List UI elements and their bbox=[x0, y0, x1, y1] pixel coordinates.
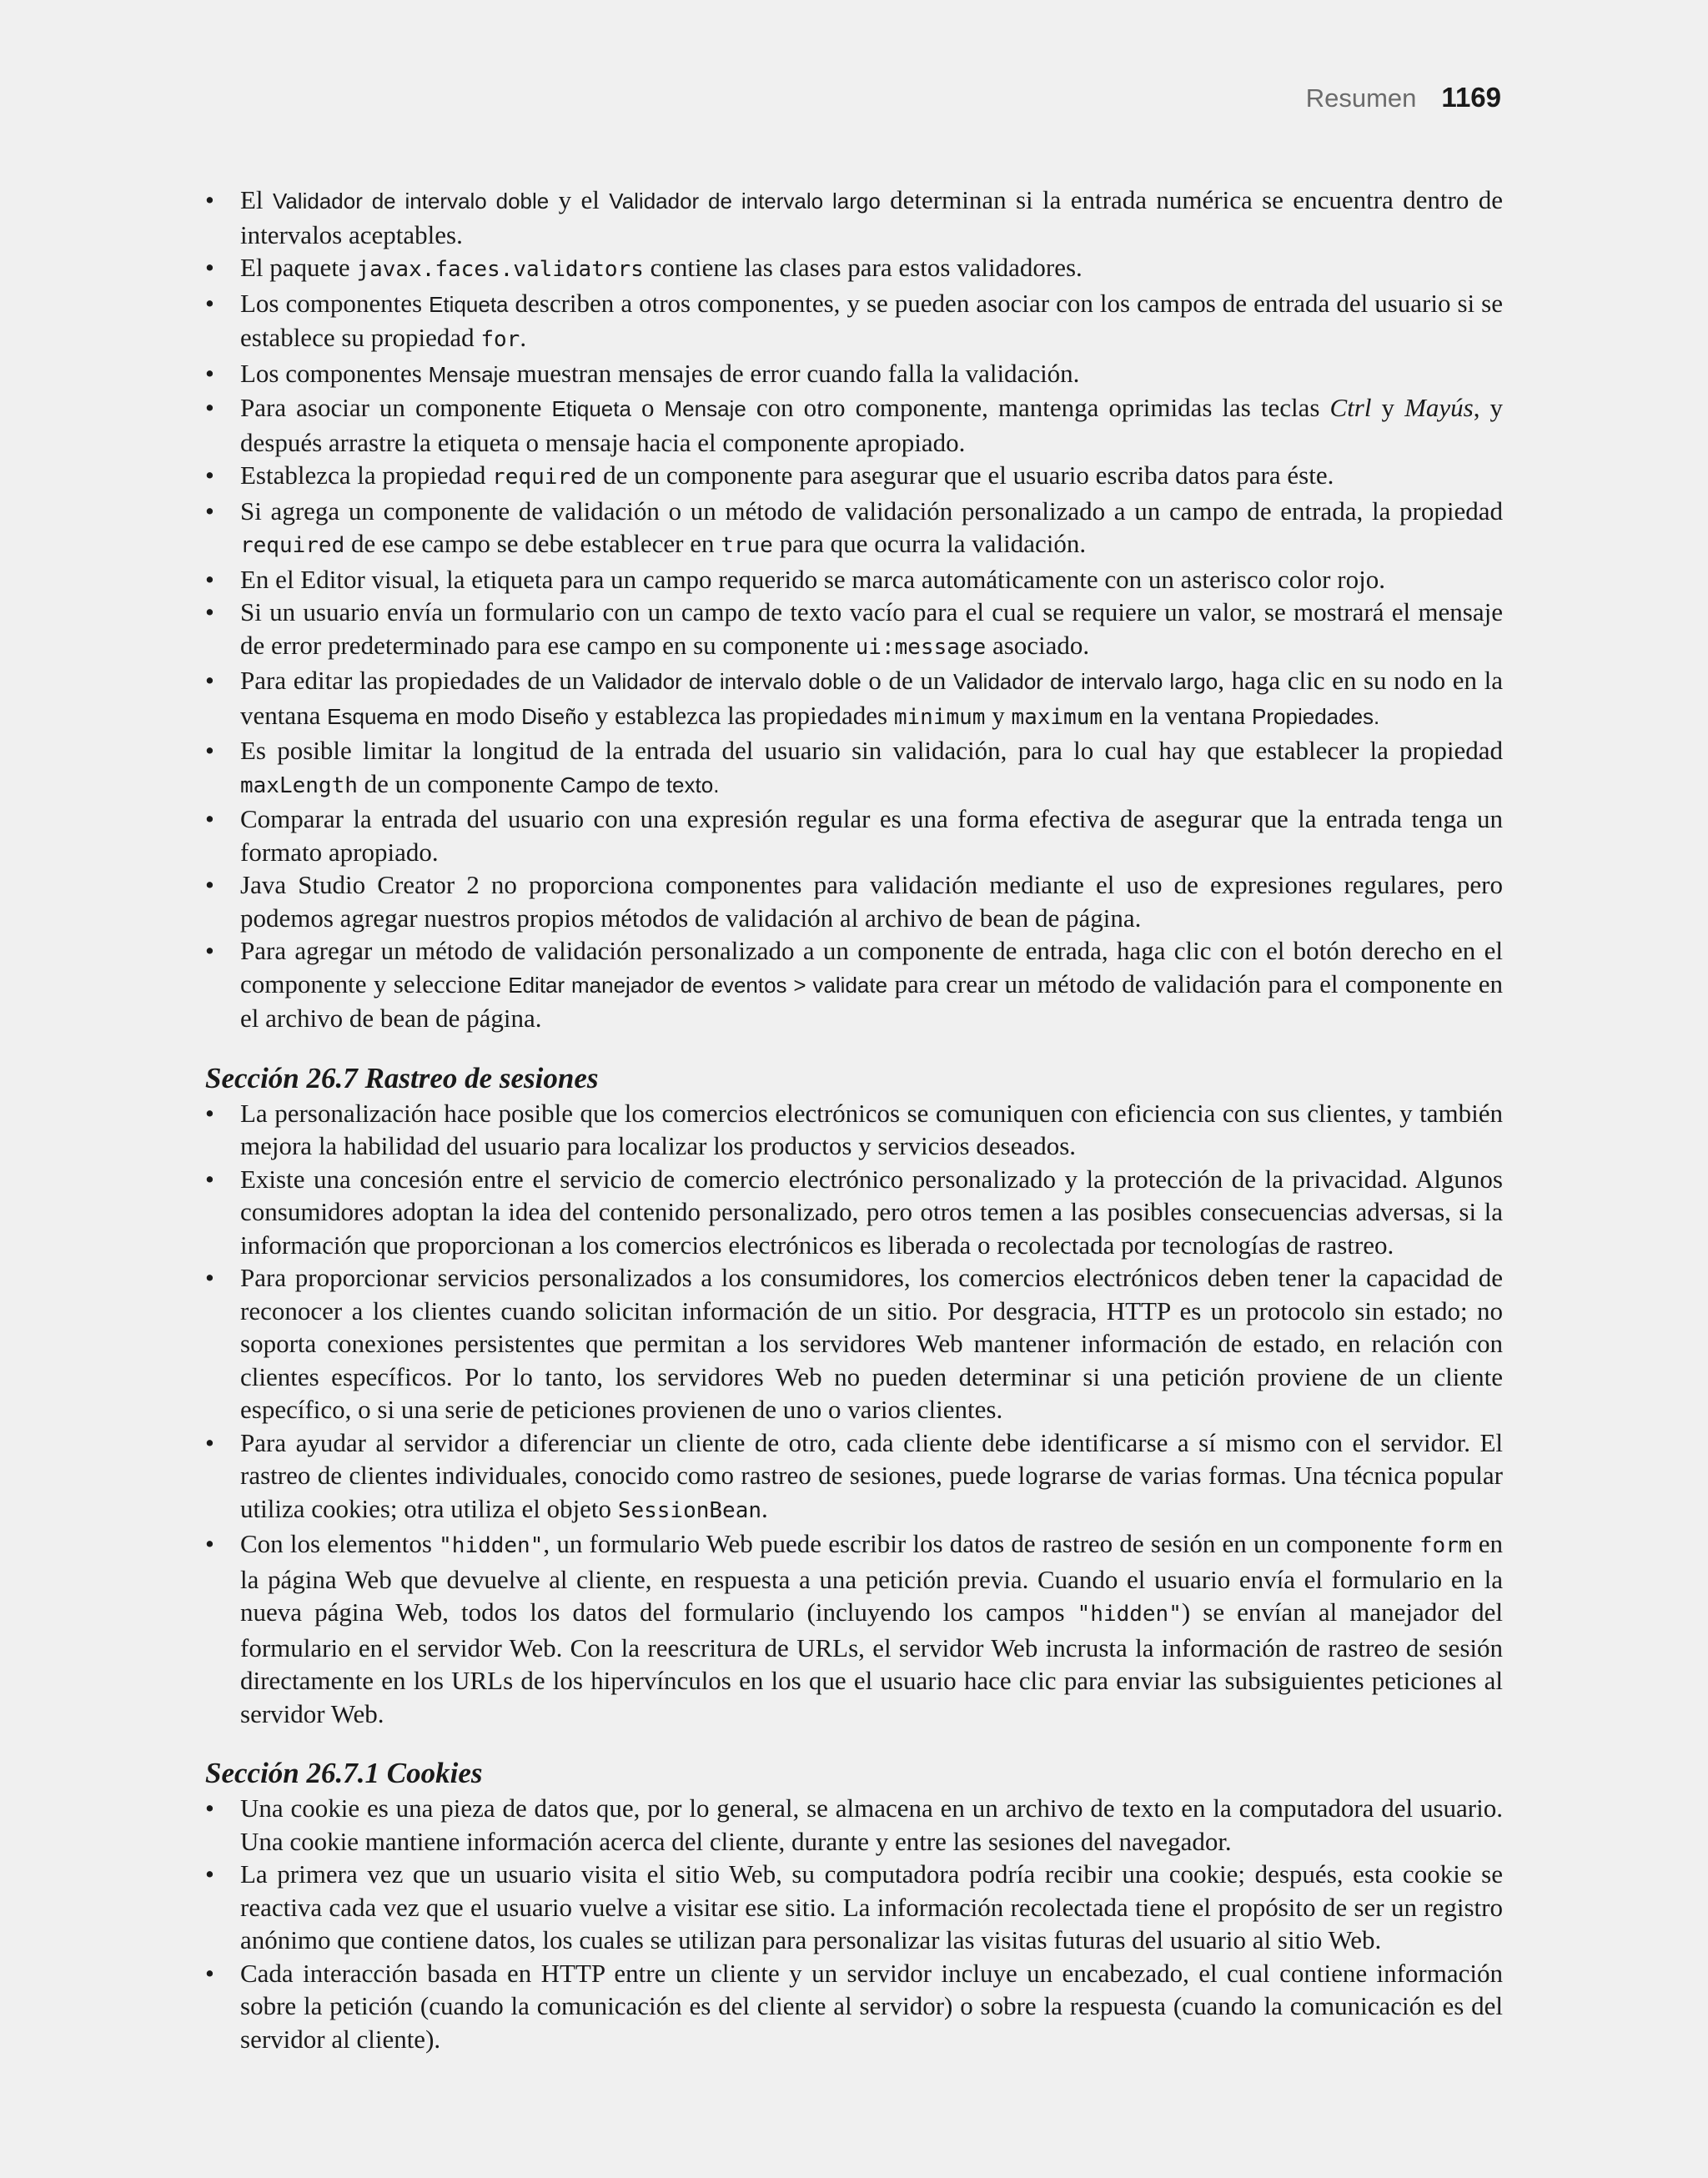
bullet-item bbox=[205, 802, 1503, 868]
bullet-item bbox=[205, 596, 1503, 664]
bullet-text: y bbox=[1371, 393, 1405, 422]
bullet-text: describen a otros componentes, y se pueden asociar con los campos de entrada del usuario si se establece su propiedad bbox=[240, 288, 1503, 352]
bullet-item bbox=[205, 734, 1503, 802]
code-term: "hidden" bbox=[439, 1533, 544, 1558]
bullet-text: determinan si la entrada numérica se encuentra dentro de intervalos aceptables. bbox=[240, 185, 1504, 249]
code-term: javax.faces.validators bbox=[356, 257, 644, 282]
bullet-text: , y después arrastre la etiqueta o mensaje hacia el componente apropiado. bbox=[240, 393, 1504, 457]
bullet-text: o de un bbox=[861, 666, 954, 695]
bullet-text: . bbox=[761, 1493, 768, 1523]
bullet-item bbox=[205, 495, 1503, 563]
code-term: true bbox=[721, 533, 773, 558]
bullet-item bbox=[205, 391, 1503, 459]
bullet-text: Ctrl bbox=[1329, 393, 1372, 422]
bullet-text: y bbox=[985, 700, 1012, 730]
bullet-item bbox=[205, 868, 1503, 934]
bullet-text: Para asociar un componente bbox=[240, 393, 552, 422]
bullet-text: Una cookie es una pieza de datos que, por lo general, se almacena en un archivo de texto en la computadora del usuario. Una cookie mantiene información acerca del cliente, durante y entre las sesiones del navegador. bbox=[240, 1793, 1503, 1856]
bullet-item bbox=[205, 1163, 1503, 1262]
bullet-text: de un componente bbox=[357, 768, 560, 798]
bullet-text: Para proporcionar servicios personalizados a los consumidores, los comercios electrónicos deben tener la capacidad de reconocer a los clientes cuando solicitan información de un sitio. Por desgracia, HTTP es un protocolo sin estado; no soporta conexiones persistentes que permitan a los servidores Web mantener información de estado, en relación con clientes específicos. Por lo tanto, los servidores Web no pueden determinar si una petición proviene de un cliente específico, o si una serie de peticiones provienen de uno o varios clientes. bbox=[240, 1263, 1503, 1424]
ui-term: Diseño bbox=[521, 703, 590, 729]
page-header bbox=[1306, 82, 1501, 113]
ui-term: Validador de intervalo doble bbox=[272, 189, 550, 214]
bullet-item bbox=[205, 664, 1503, 734]
code-term: required bbox=[492, 465, 597, 490]
code-term: "hidden" bbox=[1077, 1602, 1182, 1627]
ui-term: Validador de intervalo largo bbox=[609, 189, 881, 214]
bullet-text: contiene las clases para estos validadores. bbox=[643, 253, 1083, 282]
code-term: required bbox=[240, 533, 345, 558]
bullet-text: y el bbox=[549, 185, 610, 214]
bullet-text: en la ventana bbox=[1103, 700, 1253, 730]
bullet-text: El paquete bbox=[240, 253, 357, 282]
bullet-text: Para editar las propiedades de un bbox=[240, 666, 592, 695]
bullet-text: Con los elementos bbox=[240, 1529, 440, 1558]
bullet-text: muestran mensajes de error cuando falla la validación. bbox=[510, 358, 1080, 388]
bullet-text: de un componente para asegurar que el usuario escriba datos para éste. bbox=[596, 460, 1334, 490]
running-title: Resumen bbox=[1305, 83, 1417, 113]
bullet-text: Cada interacción basada en HTTP entre un cliente y un servidor incluye un encabezado, el cual contiene información sobre la petición (cuando la comunicación es del cliente al servidor) o sobre la respuesta (cuando la comunicación es del servidor al cliente). bbox=[240, 1958, 1503, 2054]
section-26-7-bullet-list bbox=[205, 1097, 1503, 1731]
bullet-text: El bbox=[240, 185, 273, 214]
bullet-text: Es posible limitar la longitud de la entrada del usuario sin validación, para lo cual hay que establecer la propiedad bbox=[240, 736, 1503, 765]
bullet-text: La personalización hace posible que los comercios electrónicos se comuniquen con eficiencia con sus clientes, y también mejora la habilidad del usuario para localizar los productos y servicios deseados. bbox=[240, 1098, 1503, 1160]
bullet-text: La primera vez que un usuario visita el sitio Web, su computadora podría recibir una cookie; después, esta cookie se reactiva cada vez que el usuario vuelve a visitar ese sitio. La información recolectada tiene el propósito de ser un registro anónimo que contiene datos, los cuales se utilizan para personalizar las visitas futuras del usuario al sitio Web. bbox=[240, 1859, 1503, 1954]
bullet-item bbox=[205, 1426, 1503, 1528]
section-26-7-1-bullet-list bbox=[205, 1792, 1503, 2055]
bullet-item bbox=[205, 1261, 1503, 1426]
code-term: maxLength bbox=[240, 772, 358, 798]
bullet-text: Existe una concesión entre el servicio de comercio electrónico personalizado y la protección de la privacidad. Algunos consumidores adoptan la idea del contenido personalizado, pero otros temen a las posibles consecuencias adversas, si la información que proporcionan a los comercios electrónicos es liberada o recolectada por tecnologías de rastreo. bbox=[240, 1164, 1503, 1260]
bullet-item bbox=[205, 563, 1503, 596]
bullet-text: Si agrega un componente de validación o un método de validación personalizado a un campo de entrada, la propiedad bbox=[240, 495, 1503, 526]
bullet-text: para que ocurra la validación. bbox=[772, 529, 1087, 558]
bullet-text: en modo bbox=[418, 700, 522, 730]
bullet-text: Los componentes bbox=[240, 288, 430, 318]
bullet-item bbox=[205, 287, 1503, 357]
bullet-text: Establezca la propiedad bbox=[240, 460, 493, 490]
bullet-text: asociado. bbox=[986, 630, 1090, 660]
code-term: form bbox=[1419, 1533, 1472, 1558]
ui-term: Propiedades. bbox=[1252, 703, 1380, 729]
bullet-text: , haga clic en su nodo en la ventana bbox=[240, 666, 1504, 730]
page-content bbox=[205, 184, 1503, 2055]
bullet-item bbox=[205, 251, 1503, 287]
page-number: 1169 bbox=[1441, 82, 1501, 113]
bullet-text: de ese campo se debe establecer en bbox=[344, 529, 721, 558]
bullet-item bbox=[205, 357, 1503, 392]
bullet-item bbox=[205, 1527, 1503, 1730]
bullet-text: Comparar la entrada del usuario con una expresión regular es una forma efectiva de asegurar que la entrada tenga un formato apropiado. bbox=[240, 804, 1503, 867]
ui-term: Validador de intervalo doble bbox=[591, 669, 862, 694]
ui-term: Validador de intervalo largo bbox=[953, 669, 1218, 694]
bullet-text: ) se envían al manejador del formulario en el servidor Web. Con la reescritura de URLs, el servidor Web incrusta la información de rastreo de sesión directamente en los URLs de los hipervínculos en los que el usuario hace clic para enviar las subsiguientes peticiones al servidor Web. bbox=[240, 1597, 1503, 1728]
bullet-text: , un formulario Web puede escribir los datos de rastreo de sesión en un componente bbox=[543, 1529, 1419, 1558]
bullet-item bbox=[205, 184, 1503, 251]
bullet-item bbox=[205, 934, 1503, 1035]
code-term: SessionBean bbox=[617, 1497, 761, 1523]
bullet-text: o bbox=[630, 393, 665, 422]
intro-bullet-list bbox=[205, 184, 1503, 1035]
bullet-text: Si un usuario envía un formulario con un campo de texto vacío para el cual se requiere un valor, se mostrará el mensaje de error predeterminado para ese campo en su componente bbox=[240, 597, 1503, 660]
code-term: maximum bbox=[1011, 704, 1103, 730]
bullet-item bbox=[205, 1957, 1503, 2056]
bullet-text: con otro componente, mantenga oprimidas las teclas bbox=[746, 393, 1330, 422]
bullet-text: Los componentes bbox=[240, 358, 429, 388]
section-heading-26-7: Sección 26.7 Rastreo de sesiones bbox=[205, 1061, 599, 1094]
bullet-item bbox=[205, 1858, 1503, 1957]
bullet-text: Java Studio Creator 2 no proporciona componentes para validación mediante el uso de expresiones regulares, pero podemos agregar nuestros propios métodos de validación al archivo de bean de página. bbox=[240, 870, 1503, 933]
bullet-text: . bbox=[520, 323, 527, 352]
bullet-text: Mayús bbox=[1404, 393, 1474, 422]
ui-term: Mensaje bbox=[664, 396, 746, 421]
bullet-text: y establezca las propiedades bbox=[589, 700, 894, 730]
section-heading-26-7-1: Sección 26.7.1 Cookies bbox=[205, 1757, 483, 1789]
bullet-text: Para agregar un método de validación personalizado a un componente de entrada, haga clic con el botón derecho en el componente y seleccione bbox=[240, 936, 1503, 998]
bullet-text: En el Editor visual, la etiqueta para un campo requerido se marca automáticamente con un asterisco color rojo. bbox=[240, 564, 1385, 594]
code-term: minimum bbox=[893, 704, 986, 730]
code-term: ui:message bbox=[855, 634, 987, 660]
bullet-item bbox=[205, 1097, 1503, 1163]
bullet-text: Para ayudar al servidor a diferenciar un cliente de otro, cada cliente debe identificarse a sí mismo con el servidor. El rastreo de clientes individuales, conocido como rastreo de sesiones, puede lograrse de varias formas. Una técnica popular utiliza cookies; otra utiliza el objeto bbox=[240, 1427, 1503, 1523]
bullet-item bbox=[205, 1792, 1503, 1858]
ui-term: Campo de texto. bbox=[560, 772, 720, 797]
ui-term: Editar manejador de eventos > validate bbox=[508, 972, 888, 998]
code-term: for bbox=[480, 327, 520, 352]
bullet-item bbox=[205, 459, 1503, 495]
ui-term: Mensaje bbox=[428, 361, 510, 387]
bullet-text: para crear un método de validación para el componente en el archivo de bean de página. bbox=[240, 968, 1503, 1033]
ui-term: Etiqueta bbox=[429, 291, 509, 317]
ui-term: Esquema bbox=[327, 703, 419, 729]
ui-term: Etiqueta bbox=[551, 396, 631, 421]
bullet-text: en la página Web que devuelve al cliente, en respuesta a una petición previa. Cuando el usuario envía el formulario en la nueva página Web, todos los datos del formulario (incluyendo los campos bbox=[240, 1529, 1503, 1627]
